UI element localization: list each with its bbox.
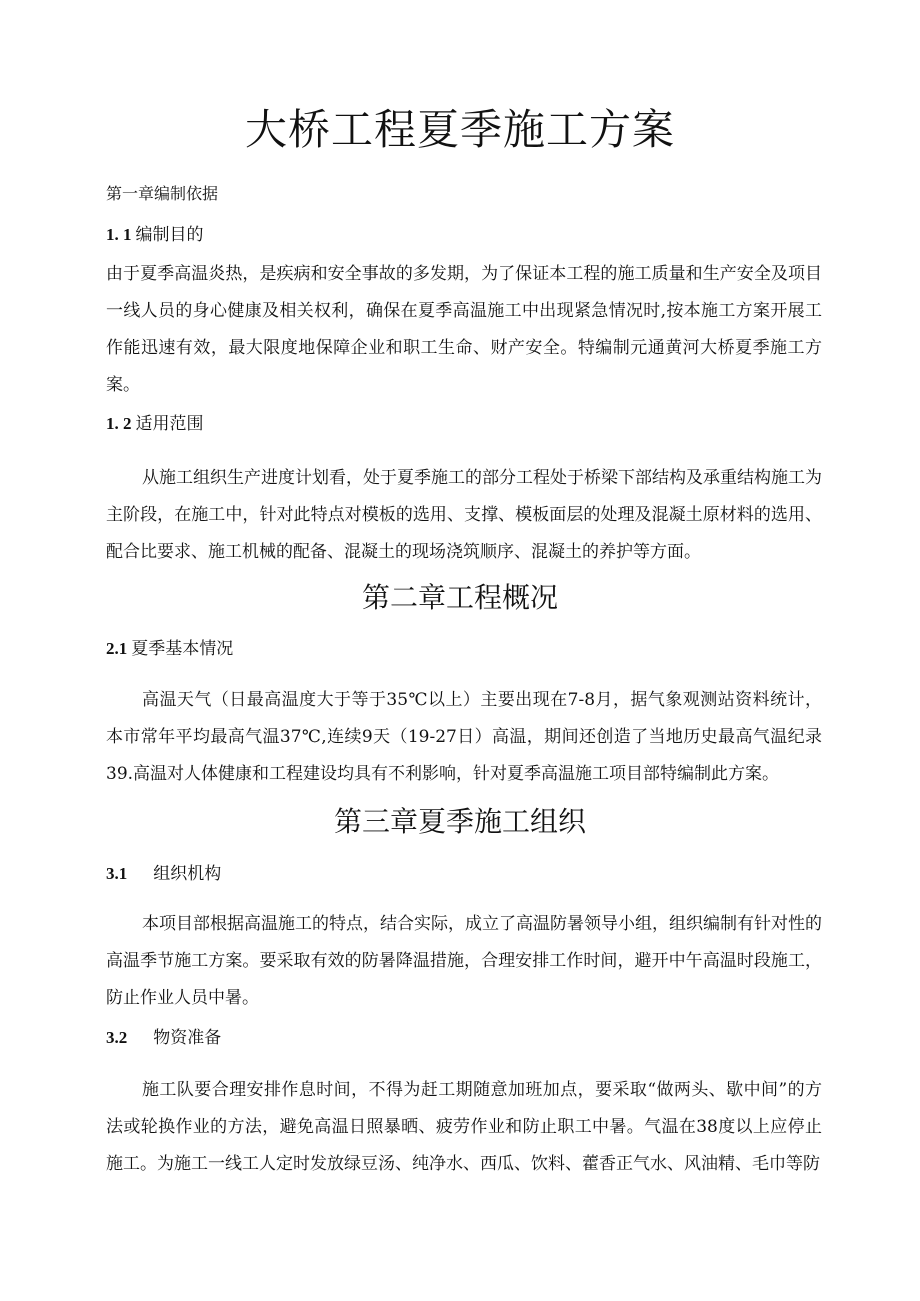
chapter-3-heading: 第三章夏季施工组织 bbox=[333, 805, 586, 838]
section-number: 3.1 bbox=[106, 864, 128, 883]
section-3-1-heading bbox=[106, 861, 221, 887]
section-2-1-heading bbox=[106, 636, 233, 662]
section-number: 1. 2 bbox=[106, 414, 132, 433]
chapter-1-heading: 第一章编制依据 bbox=[106, 184, 219, 203]
paragraph-scope: 从施工组织生产进度计划看，处于夏季施工的部分工程处于桥梁下部结构及承重结构施工为主阶段，在施工中，针对此特点对模板的选用、支撑、模板面层的处理及混凝土原材料的选用、配合比要求、施工机械的配备、混凝土的现场浇筑顺序、混凝土的养护等方面。 bbox=[106, 468, 822, 562]
paragraph-organization: 本项目部根据高温施工的特点，结合实际，成立了高温防暑领导小组，组织编制有针对性的高温季节施工方案。要采取有效的防暑降温措施，合理安排工作时间，避开中午高温时段施工，防止作业人员中暑。 bbox=[106, 914, 822, 1008]
section-title: 夏季基本情况 bbox=[131, 639, 234, 659]
section-1-1-heading bbox=[106, 222, 204, 248]
section-number: 1. 1 bbox=[106, 225, 132, 244]
document-title: 大桥工程夏季施工方案 bbox=[244, 105, 675, 154]
section-3-2-heading bbox=[106, 1025, 221, 1051]
section-title: 物资准备 bbox=[153, 1028, 222, 1048]
paragraph-purpose: 由于夏季高温炎热，是疾病和安全事故的多发期，为了保证本工程的施工质量和生产安全及项目一线人员的身心健康及相关权利，确保在夏季高温施工中出现紧急情况时,按本施工方案开展工作能迅速有效，最大限度地保障企业和职工生命、财产安全。特编制元通黄河大桥夏季施工方案。 bbox=[106, 264, 822, 395]
section-title: 适用范围 bbox=[135, 414, 204, 434]
section-number: 3.2 bbox=[106, 1028, 128, 1047]
section-number: 2.1 bbox=[106, 639, 128, 658]
paragraph-materials: 施工队要合理安排作息时间，不得为赶工期随意加班加点，要采取“做两头、歇中间”的方法或轮换作业的方法，避免高温日照暴晒、疲劳作业和防止职工中暑。气温在38度以上应停止施工。为施工一线工人定时发放绿豆汤、纯净水、西瓜、饮料、藿香正气水、风油精、毛巾等防 bbox=[106, 1080, 822, 1174]
paragraph-summer-conditions: 高温天气（日最高温度大于等于35℃以上）主要出现在7-8月，据气象观测站资料统计，本市常年平均最高气温37℃,连续9天（19-27日）高温，期间还创造了当地历史最高气温纪录39.高温对人体健康和工程建设均具有不利影响，针对夏季高温施工项目部特编制此方案。 bbox=[106, 690, 822, 784]
chapter-2-heading: 第二章工程概况 bbox=[361, 581, 558, 614]
section-title: 编制目的 bbox=[135, 225, 204, 245]
section-1-2-heading bbox=[106, 411, 204, 437]
section-title: 组织机构 bbox=[153, 864, 222, 884]
